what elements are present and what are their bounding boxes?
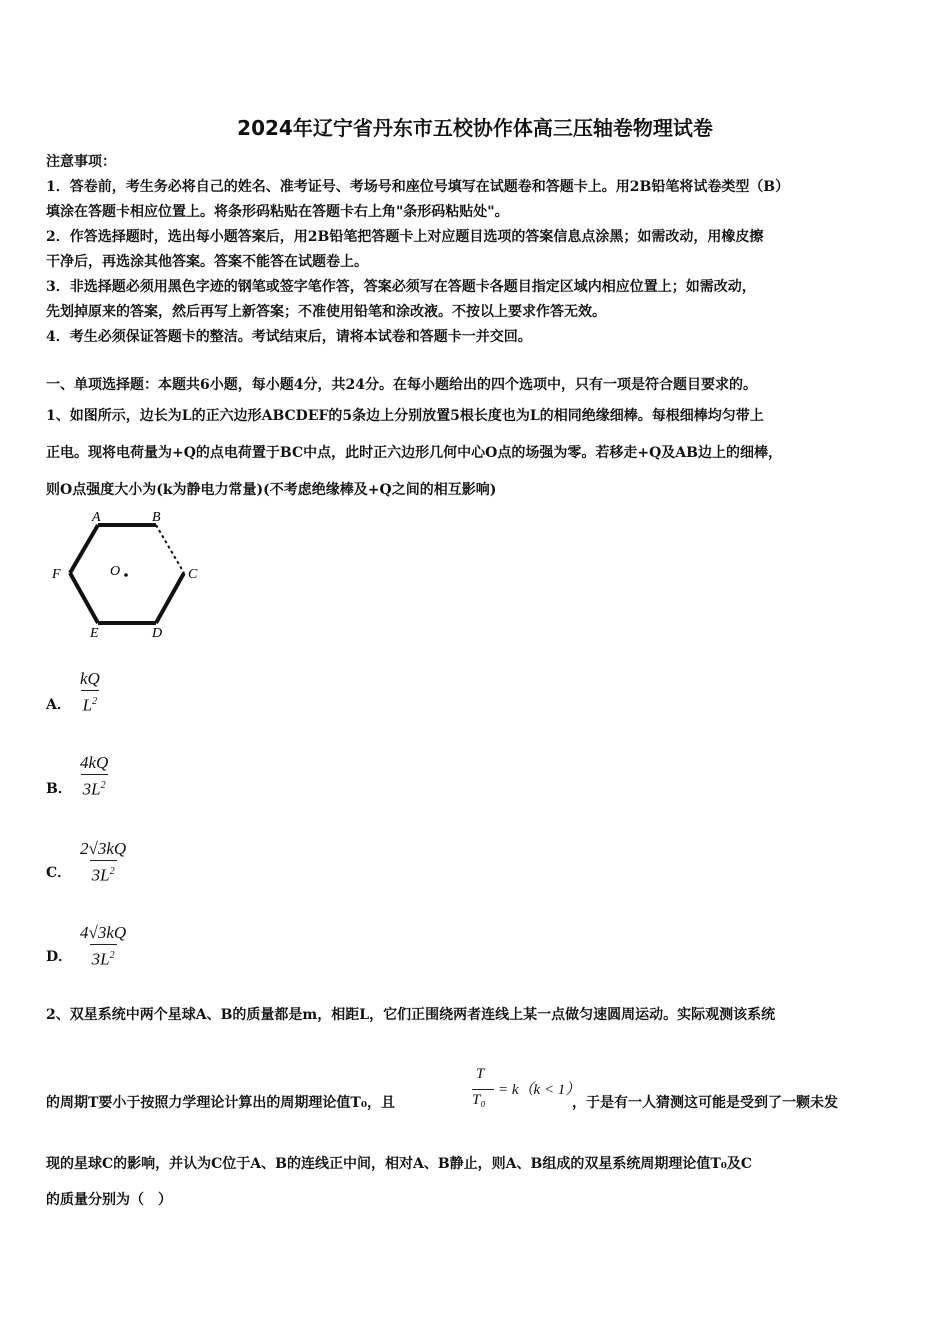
formula-numerator: T — [476, 1066, 485, 1082]
formula-numerator: 4kQ — [80, 753, 109, 772]
option-label: A． — [46, 697, 71, 713]
vertex-label-f: F — [52, 567, 61, 582]
formula-denominator: $3L^2$ — [90, 860, 117, 887]
question-1-line: 1、如图所示，边长为L的正六边形ABCDEF的5条边上分别放置5根长度也为L的相同绝缘细棒。每根细棒均匀带上 — [46, 408, 764, 424]
notes-line: 干净后，再选涂其他答案。答案不能答在试题卷上。 — [46, 254, 368, 270]
vertex-label-d: D — [152, 626, 163, 641]
option-formula — [78, 838, 128, 887]
notes-block — [46, 150, 916, 350]
option-label: D． — [46, 949, 73, 965]
question-2-line: 现的星球C的影响，并认为C位于A、B的连线正中间，相对A、B静止，则A、B组成的双星系统周期理论值T₀及C — [46, 1156, 753, 1172]
question-1-stem — [46, 398, 916, 509]
rod-cd — [156, 573, 184, 623]
question-2-line: 的质量分别为（ ） — [46, 1192, 172, 1208]
option-formula — [78, 752, 110, 801]
fraction-bar — [472, 1089, 494, 1090]
notes-line: 2．作答选择题时，选出每小题答案后，用2B铅笔把答题卡上对应题目选项的答案信息点涂黑；如需改动，用橡皮擦 — [46, 229, 764, 245]
hexagon-diagram — [46, 505, 216, 645]
formula-numerator: 4√3kQ — [80, 923, 127, 942]
vertex-label-e: E — [90, 626, 99, 641]
notes-heading: 注意事项： — [46, 154, 116, 170]
formula-denominator: $3L^2$ — [81, 774, 108, 801]
question-2-line: 的周期T要小于按照力学理论计算出的周期理论值T₀，且 — [46, 1095, 395, 1111]
question-1-line: 则O点强度大小为(k为静电力常量)(不考虑绝缘棒及+Q之间的相互影响) — [46, 482, 497, 498]
vertex-label-a: A — [92, 510, 101, 525]
vertex-label-b: B — [152, 510, 161, 525]
side-bc-dashed — [156, 525, 184, 573]
page-title: 2024年辽宁省丹东市五校协作体高三压轴卷物理试卷 — [237, 116, 713, 140]
question-2-line: 2、双星系统中两个星球A、B的质量都是m，相距L，它们正围绕两者连线上某一点做匀速圆周运动。实际观测该系统 — [46, 1007, 776, 1023]
option-formula — [78, 668, 102, 717]
notes-line: 4．考生必须保证答题卡的整洁。考试结束后，请将本试卷和答题卡一并交回。 — [46, 329, 532, 345]
question-1-line: 正电。现将电荷量为+Q的点电荷置于BC中点，此时正六边形几何中心O点的场强为零。若移走+Q及AB边上的细棒， — [46, 445, 782, 461]
formula-numerator: kQ — [80, 669, 100, 688]
formula-denominator: $3L^2$ — [90, 944, 117, 971]
center-label-o: O — [110, 564, 121, 579]
formula-relation: = k（k < 1） — [498, 1082, 581, 1098]
rod-fa — [70, 525, 98, 573]
center-point — [124, 573, 128, 577]
vertex-label-c: C — [188, 567, 198, 582]
hexagon-figure — [46, 505, 216, 645]
question-2-line: ，于是有一人猜测这可能是受到了一颗未发 — [572, 1095, 838, 1111]
notes-line: 3．非选择题必须用黑色字迹的钢笔或签字笔作答，答案必须写在答题卡各题目指定区域内相应位置上；如需改动， — [46, 279, 756, 295]
notes-line: 填涂在答题卡相应位置上。将条形码粘贴在答题卡右上角"条形码粘贴处"。 — [46, 204, 509, 220]
rod-ef — [70, 573, 98, 623]
formula-numerator: 2√3kQ — [80, 839, 127, 858]
notes-line: 先划掉原来的答案，然后再写上新答案；不准使用铅笔和涂改液。不按以上要求作答无效。 — [46, 304, 606, 320]
formula-denominator: $L^2$ — [81, 690, 99, 717]
section-heading: 一、单项选择题：本题共6小题，每小题4分，共24分。在每小题给出的四个选项中，只有一项是符合题目要求的。 — [46, 377, 757, 393]
formula-denominator: T₀ — [472, 1092, 486, 1108]
notes-line: 1．答卷前，考生务必将自己的姓名、准考证号、考场号和座位号填写在试题卷和答题卡上。用2B铅笔将试卷类型（B） — [46, 179, 790, 195]
option-label: C． — [46, 865, 72, 881]
option-label: B． — [46, 781, 72, 797]
option-formula — [78, 922, 128, 971]
